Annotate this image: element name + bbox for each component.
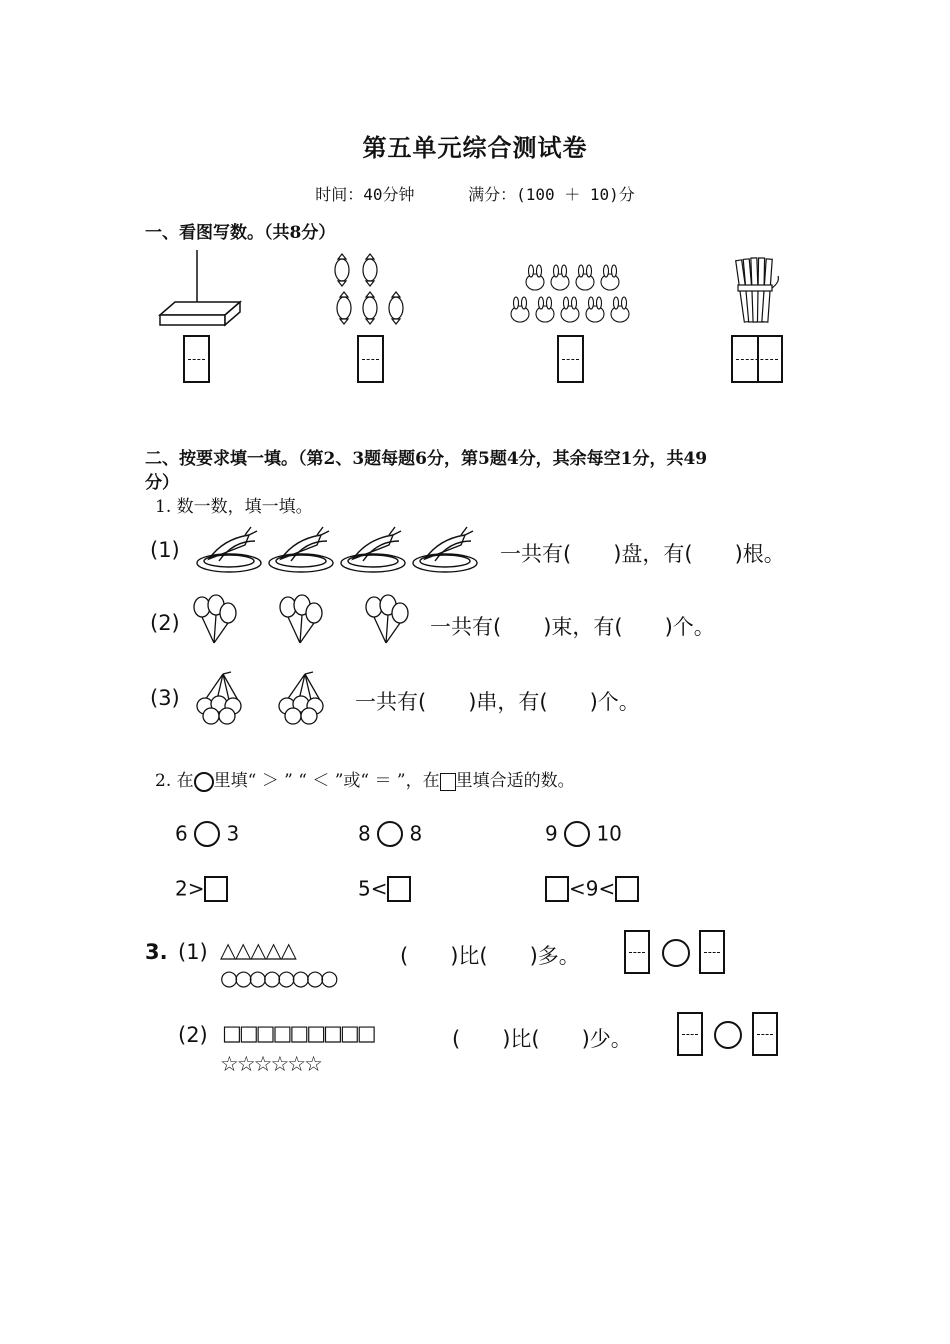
time-limit: 时间：40分钟 — [315, 185, 415, 204]
carrot-plates-illustration — [195, 525, 485, 575]
answer-box-1[interactable] — [183, 335, 210, 383]
fill-square-3b[interactable] — [615, 876, 639, 902]
candy-illustration — [330, 252, 410, 327]
q3-p2-box-b[interactable] — [752, 1012, 778, 1056]
compare-3: 9 10 — [545, 821, 622, 846]
q3-p2-text: ( )比( )少。 — [452, 1027, 632, 1051]
q3-p1-circles: ○○○○○○○○ — [220, 966, 335, 990]
block-rod-illustration — [155, 250, 245, 330]
compare-circle-1[interactable] — [194, 821, 220, 847]
q3-p1-triangles: △△△△△ — [220, 938, 296, 962]
q3-p2-stars: ☆☆☆☆☆☆ — [220, 1052, 321, 1076]
section2-heading-line1: 二、按要求填一填。（第2、3题每题6分，第5题4分，其余每空1分，共49 — [145, 449, 708, 469]
fill-square-2[interactable] — [387, 876, 411, 902]
compare-1: 6 3 — [175, 821, 240, 846]
q3-p2-circle[interactable] — [714, 1021, 742, 1049]
q3-p2-squares: □□□□□□□□□ — [222, 1021, 374, 1045]
square-symbol — [440, 773, 456, 791]
q1-label: 1. 数一数，填一填。 — [155, 497, 313, 517]
q3-number: 3. — [145, 940, 168, 964]
q1-row3-num: (3) — [150, 686, 180, 710]
q2-label: 2. 在 里填“ ＞ ” “ ＜ ”或“ ＝ ”，在 里填合适的数。 — [155, 771, 575, 791]
rabbit-illustration — [505, 262, 635, 332]
compare-2: 8 8 — [358, 821, 423, 846]
fill-square-1[interactable] — [204, 876, 228, 902]
q3-p2-box-a[interactable] — [677, 1012, 703, 1056]
answer-box-3[interactable] — [557, 335, 584, 383]
answer-box-4[interactable] — [731, 335, 783, 383]
fill-square-3a[interactable] — [545, 876, 569, 902]
fill-1: 2> — [175, 875, 228, 902]
q1-row1-num: (1) — [150, 538, 180, 562]
cherry-bunches-illustration — [195, 670, 335, 725]
q3-p1-text: ( )比( )多。 — [400, 944, 580, 968]
q1-row1-text: 一共有( )盘，有( )根。 — [500, 542, 785, 566]
q3-p2-num: (2) — [178, 1023, 208, 1047]
circle-symbol — [194, 772, 214, 792]
q1-row2-text: 一共有( )束，有( )个。 — [430, 615, 715, 639]
q3-p1-box-a[interactable] — [624, 930, 650, 974]
balloon-bunches-illustration — [190, 595, 420, 650]
fill-2: 5< — [358, 875, 411, 902]
section2-heading-line2: 分） — [145, 473, 179, 493]
q3-p1-circle[interactable] — [662, 939, 690, 967]
section1-heading: 一、看图写数。（共8分） — [145, 223, 336, 243]
full-score: 满分：(100 ＋ 10)分 — [468, 185, 635, 204]
q3-p1-box-b[interactable] — [699, 930, 725, 974]
page-title: 第五单元综合测试卷 — [362, 133, 588, 162]
answer-box-2[interactable] — [357, 335, 384, 383]
exam-meta — [0, 182, 950, 205]
stick-bundle-illustration — [732, 255, 782, 327]
compare-circle-2[interactable] — [377, 821, 403, 847]
compare-circle-3[interactable] — [564, 821, 590, 847]
q1-row3-text: 一共有( )串，有( )个。 — [355, 690, 640, 714]
fill-3: <9< — [545, 875, 639, 902]
q3-p1-num: (1) — [178, 940, 208, 964]
q1-row2-num: (2) — [150, 611, 180, 635]
